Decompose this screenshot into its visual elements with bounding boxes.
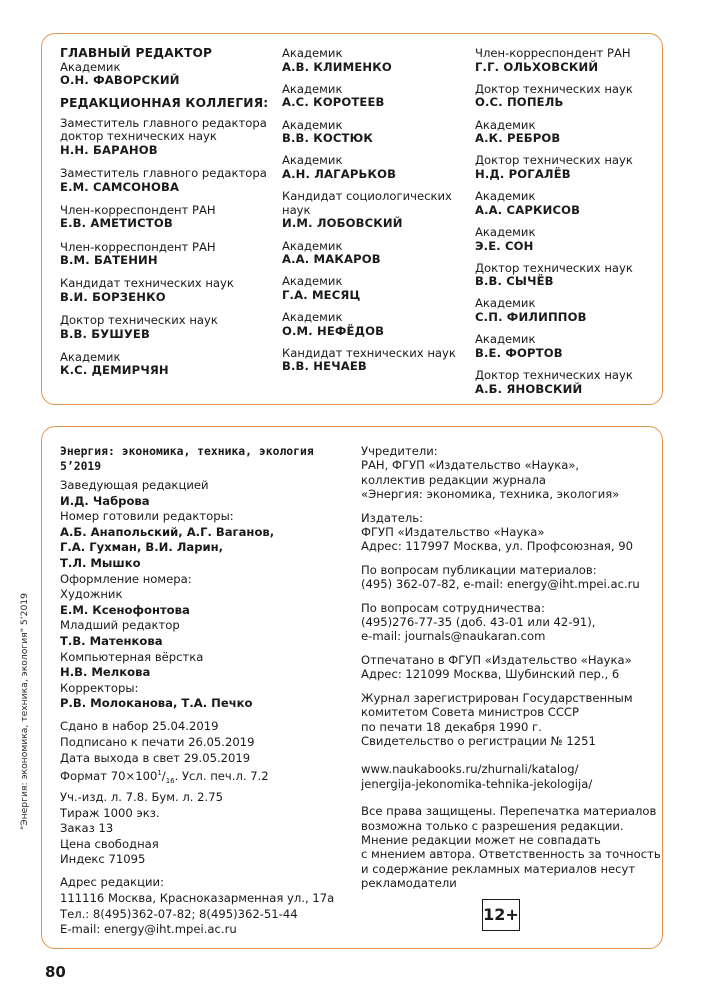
member-title: Академик: [282, 238, 343, 253]
rights-line-1: Все права защищены. Перепечатка материалов: [361, 804, 657, 819]
board-member: [282, 190, 467, 231]
board-member: [475, 190, 660, 217]
member-title: Академик: [282, 274, 343, 289]
publication-queries-label: По вопросам публикации материалов:: [361, 562, 597, 577]
set-date: Сдано в набор 25.04.2019: [60, 719, 219, 734]
member-title: Академик: [475, 296, 536, 311]
board-member: [475, 262, 660, 289]
journal-title: Энергия: экономика, техника, экология: [60, 444, 314, 458]
member-title: Член-корреспондент РАН: [475, 46, 631, 60]
member-name: Е.В. АМЕТИСТОВ: [60, 216, 173, 231]
board-member: [475, 119, 660, 146]
member-title: Доктор технических наук: [475, 260, 633, 275]
junior-editor-label: Младший редактор: [60, 618, 180, 633]
age-rating-badge: 12+: [482, 899, 520, 931]
imprint-right: [361, 444, 661, 891]
founders-line-1: РАН, ФГУП «Издательство «Наука»,: [361, 458, 580, 473]
publishing-sheets: Уч.-изд. л. 7.8. Бум. л. 2.75: [60, 789, 223, 804]
artist-label: Художник: [60, 587, 123, 602]
member-title: Академик: [475, 117, 536, 132]
order-number: Заказ 13: [60, 821, 114, 836]
page-number: 80: [45, 963, 66, 981]
head-editor-name: И.Д. Чаброва: [60, 493, 150, 508]
founders-line-3: «Энергия: экономика, техника, экология»: [361, 487, 620, 502]
member-title: Член-корреспондент РАН: [60, 202, 216, 217]
registration-line-2: комитетом Совета министров СССР: [361, 705, 580, 720]
board-member: [282, 240, 467, 267]
member-name: В.Е. ФОРТОВ: [475, 345, 563, 360]
issue-number: 5’2019: [60, 458, 102, 473]
board-member: [282, 47, 467, 74]
board-member: [282, 275, 467, 302]
member-title: Доктор технических наук: [475, 368, 633, 383]
editors-line-2: Г.А. Гухман, В.И. Ларин,: [60, 540, 224, 555]
member-name: В.В. БУШУЕВ: [60, 326, 150, 341]
board-member: [60, 314, 275, 341]
release-date: Дата выхода в свет 29.05.2019: [60, 750, 251, 765]
member-name: А.А. МАКАРОВ: [282, 252, 381, 267]
board-member: [475, 369, 660, 396]
artist-name: Е.М. Ксенофонтова: [60, 602, 190, 617]
member-name: О.М. НЕФЁДОВ: [282, 323, 385, 338]
board-member: [60, 277, 275, 304]
rights-line-6: рекламодатели: [361, 876, 457, 891]
editors-line-3: Т.Л. Мышко: [60, 555, 141, 570]
rights-line-4: с мнением автора. Ответственность за точность: [361, 847, 661, 862]
board-column-1: [60, 47, 275, 387]
founders-label: Учредители:: [361, 444, 438, 458]
member-name: Е.М. САМСОНОВА: [60, 179, 180, 194]
member-name: Г.А. МЕСЯЦ: [282, 287, 361, 302]
member-name: А.Н. ЛАГАРЬКОВ: [282, 166, 397, 181]
member-name: В.М. БАТЕНИН: [60, 253, 158, 268]
imprint-left: [60, 444, 345, 938]
member-title: Заместитель главного редактора: [60, 166, 267, 181]
member-title: Заместитель главного редактора доктор технических наук: [60, 115, 267, 144]
board-member: [282, 311, 467, 338]
format-line: Формат $70\times 100^1/_{16}$. Усл. печ.л. 7.2: [60, 769, 269, 786]
cooperation-phone: (495)276-77-35 (доб. 43-01 или 42-91),: [361, 615, 596, 630]
member-name: В.В. КОСТЮК: [282, 131, 374, 146]
proofreaders-label: Корректоры:: [60, 680, 139, 695]
registration-line-1: Журнал зарегистрирован Государственным: [361, 690, 633, 705]
head-editor-label: Заведующая редакцией: [60, 478, 209, 492]
price: Цена свободная: [60, 836, 159, 851]
member-name: А.С. КОРОТЕЕВ: [282, 95, 385, 110]
catalog-url-line-1[interactable]: www.naukabooks.ru/zhurnali/katalog/: [361, 762, 579, 777]
registration-line-4: Свидетельство о регистрации № 1251: [361, 733, 596, 748]
board-member: [60, 167, 275, 194]
board-member: [282, 154, 467, 181]
board-member: [282, 83, 467, 110]
member-title: Член-корреспондент РАН: [60, 239, 216, 254]
member-name: В.В. СЫЧЁВ: [475, 274, 554, 289]
editorial-phones: Тел.: 8(495)362-07-82; 8(495)362-51-44: [60, 906, 298, 921]
member-title: Академик: [60, 349, 121, 364]
board-member: [475, 83, 660, 110]
member-title: Академик: [475, 224, 536, 239]
rights-line-2: возможна только с разрешения редакции.: [361, 818, 624, 833]
layout-name: Н.В. Мелкова: [60, 665, 151, 680]
board-list-2: [282, 47, 467, 374]
member-name: А.А. САРКИСОВ: [475, 202, 581, 217]
member-name: С.П. ФИЛИППОВ: [475, 310, 587, 325]
member-name: Н.Д. РОГАЛЁВ: [475, 166, 571, 181]
cooperation-label: По вопросам сотрудничества:: [361, 600, 545, 615]
member-name: О.С. ПОПЕЛЬ: [475, 95, 564, 110]
member-name: Н.Н. БАРАНОВ: [60, 143, 158, 158]
design-label: Оформление номера:: [60, 571, 192, 586]
publisher-address: Адрес: 117997 Москва, ул. Профсоюзная, 90: [361, 539, 634, 554]
member-title: Академик: [282, 46, 343, 60]
chief-editor-entry: [60, 61, 275, 88]
layout-label: Компьютерная вёрстка: [60, 649, 204, 664]
board-member: [282, 347, 467, 374]
editorial-address-line-1: 111116 Москва, Красноказарменная ул., 17а: [60, 891, 335, 906]
board-member: [475, 47, 660, 74]
member-title: Кандидат социологических наук: [282, 189, 452, 217]
editors-label: Номер готовили редакторы:: [60, 509, 234, 524]
publisher-line-1: ФГУП «Издательство «Наука»: [361, 525, 545, 540]
board-member: [60, 204, 275, 231]
member-name: А.Б. ЯНОВСКИЙ: [475, 381, 583, 396]
board-list-1: [60, 117, 275, 378]
member-name: В.И. БОРЗЕНКО: [60, 289, 166, 304]
chief-editor-name: О.Н. ФАВОРСКИЙ: [60, 73, 180, 88]
cooperation-email: e-mail: journals@naukaran.com: [361, 629, 546, 644]
member-name: К.С. ДЕМИРЧЯН: [60, 363, 169, 378]
editorial-email: E-mail: energy@iht.mpei.ac.ru: [60, 922, 237, 937]
print-run: Тираж 1000 экз.: [60, 805, 160, 820]
rights-line-5: и содержание рекламных материалов несут: [361, 861, 636, 876]
member-title: Академик: [282, 153, 343, 168]
founders-line-2: коллектив редакции журнала: [361, 472, 546, 487]
printed-at: Отпечатано в ФГУП «Издательство «Наука»: [361, 652, 632, 667]
registration-line-3: по печати 18 декабря 1990 г.: [361, 719, 542, 734]
chief-editor-role: Академик: [60, 59, 121, 74]
proofreaders-names: Р.В. Молоканова, Т.А. Печко: [60, 696, 253, 711]
member-title: Академик: [475, 189, 536, 204]
editorial-address-label: Адрес редакции:: [60, 875, 164, 890]
member-name: Э.Е. СОН: [475, 238, 534, 253]
junior-editor-name: Т.В. Матенкова: [60, 633, 163, 648]
member-title: Академик: [282, 310, 343, 325]
subscription-index: Индекс 71095: [60, 852, 146, 867]
member-title: Доктор технических наук: [475, 153, 633, 168]
member-title: Кандидат технических наук: [60, 276, 234, 291]
board-list-3: [475, 47, 660, 396]
publisher-label: Издатель:: [361, 510, 423, 525]
sign-date: Подписано к печати 26.05.2019: [60, 735, 255, 749]
board-member: [475, 226, 660, 253]
board-member: [60, 351, 275, 378]
printer-address: Адрес: 121099 Москва, Шубинский пер., 6: [361, 667, 620, 682]
board-heading: РЕДАКЦИОННАЯ КОЛЛЕГИЯ:: [60, 96, 269, 111]
chief-editor-heading: ГЛАВНЫЙ РЕДАКТОР: [60, 46, 213, 60]
member-name: А.К. РЕБРОВ: [475, 131, 561, 146]
member-name: И.М. ЛОБОВСКИЙ: [282, 216, 403, 231]
member-title: Академик: [282, 117, 343, 132]
rights-line-3: Мнение редакции может не совпадать: [361, 832, 601, 847]
member-name: А.В. КЛИМЕНКО: [282, 59, 392, 74]
member-title: Доктор технических наук: [475, 81, 633, 96]
member-name: В.В. НЕЧАЕВ: [282, 359, 367, 374]
board-member: [60, 117, 275, 158]
publication-queries-contacts: (495) 362-07-82, e-mail: energy@iht.mpei.ac.ru: [361, 577, 640, 592]
member-title: Академик: [282, 81, 343, 96]
board-member: [282, 119, 467, 146]
board-member: [475, 297, 660, 324]
board-column-3: [475, 47, 660, 405]
catalog-url-line-2[interactable]: jenergija-jekonomika-tehnika-jekologija/: [361, 776, 593, 791]
board-column-2: [282, 47, 467, 383]
side-running-title: "Энергия: экономика, техника, экология" 5’2019: [19, 593, 30, 830]
member-name: Г.Г. ОЛЬХОВСКИЙ: [475, 59, 599, 74]
member-title: Доктор технических наук: [60, 312, 218, 327]
board-member: [475, 333, 660, 360]
board-member: [475, 154, 660, 181]
member-title: Кандидат технических наук: [282, 345, 456, 360]
board-member: [60, 241, 275, 268]
member-title: Академик: [475, 332, 536, 347]
editors-line-1: А.Б. Анапольский, А.Г. Ваганов,: [60, 524, 275, 539]
